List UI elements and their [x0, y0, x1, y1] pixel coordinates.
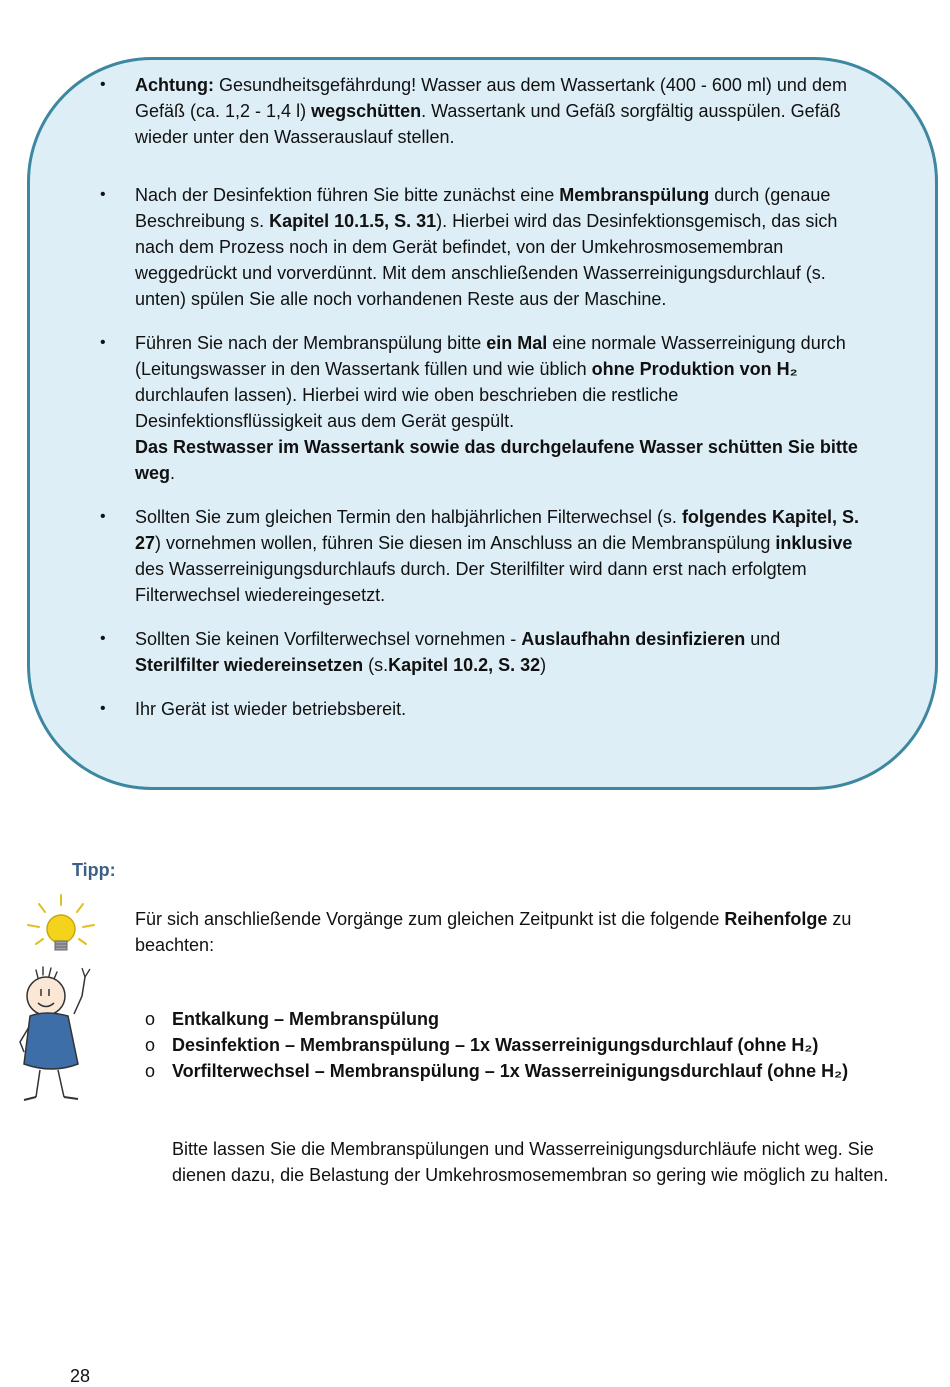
lightbulb-idea-figure-icon [12, 892, 104, 1112]
list-item: o Entkalkung – Membranspülung [145, 1006, 848, 1032]
instruction-list [100, 72, 860, 722]
list-item: • Führen Sie nach der Membranspülung bitte ein Mal eine normale Wasserreinigung durch (Leitungswasser in den Wassertank füllen und wie üblich ohne Produktion von H₂ durchlaufen lassen). Hierbei wird wie oben beschrieben die restliche Desinfektionsflüssigkeit aus dem Gerät gespült. Das Restwasser im Wassertank sowie das durchgelaufene Wasser schütten Sie bitte weg. [100, 330, 860, 486]
list-item: • Sollten Sie keinen Vorfilterwechsel vornehmen - Auslaufhahn desinfizieren und Sterilfilter wiedereinsetzen (s.Kapitel 10.2, S. 32) [100, 626, 860, 678]
list-item: o Desinfektion – Membranspülung – 1x Wasserreinigungsdurchlauf (ohne H₂) [145, 1032, 848, 1058]
closing-note: Bitte lassen Sie die Membranspülungen und Wasserreinigungsdurchläufe nicht weg. Sie dienen dazu, die Belastung der Umkehrosmosemembran so gering wie möglich zu halten. [172, 1139, 889, 1185]
list-item: • Achtung: Gesundheitsgefährdung! Wasser aus dem Wassertank (400 - 600 ml) und dem Gefäß (ca. 1,2 - 1,4 l) wegschütten. Wassertank und Gefäß sorgfältig ausspülen. Gefäß wieder unter den Wasserauslauf stellen. [100, 72, 860, 150]
tip-heading: Tipp: [72, 860, 116, 880]
tip-intro: Für sich anschließende Vorgänge zum gleichen Zeitpunkt ist die folgende Reihenfolge zu beachten: [135, 909, 852, 955]
list-marker: o [145, 1061, 156, 1081]
list-marker: o [145, 1035, 156, 1055]
list-item: o Vorfilterwechsel – Membranspülung – 1x Wasserreinigungsdurchlauf (ohne H₂) [145, 1058, 848, 1084]
list-marker: o [145, 1009, 156, 1029]
sequence-list [145, 1006, 848, 1084]
list-item: • Ihr Gerät ist wieder betriebsbereit. [100, 696, 860, 722]
page-number: 28 [70, 1366, 91, 1386]
list-item: • Sollten Sie zum gleichen Termin den halbjährlichen Filterwechsel (s. folgendes Kapitel, S. 27) vornehmen wollen, führen Sie diesen im Anschluss an die Membranspülung inklusive des Wasserreinigungsdurchlaufs durch. Der Sterilfilter wird dann erst nach erfolgtem Filterwechsel wiedereingesetzt. [100, 504, 860, 608]
list-item: • Nach der Desinfektion führen Sie bitte zunächst eine Membranspülung durch (genaue Beschreibung s. Kapitel 10.1.5, S. 31). Hierbei wird das Desinfektionsgemisch, das sich nach dem Prozess noch in dem Gerät befindet, von der Umkehrosmosemembran weggedrückt und vorverdünnt. Mit dem anschließenden Wasserreinigungsdurchlauf (s. unten) spülen Sie alle noch vorhandenen Reste aus der Maschine. [100, 182, 860, 312]
